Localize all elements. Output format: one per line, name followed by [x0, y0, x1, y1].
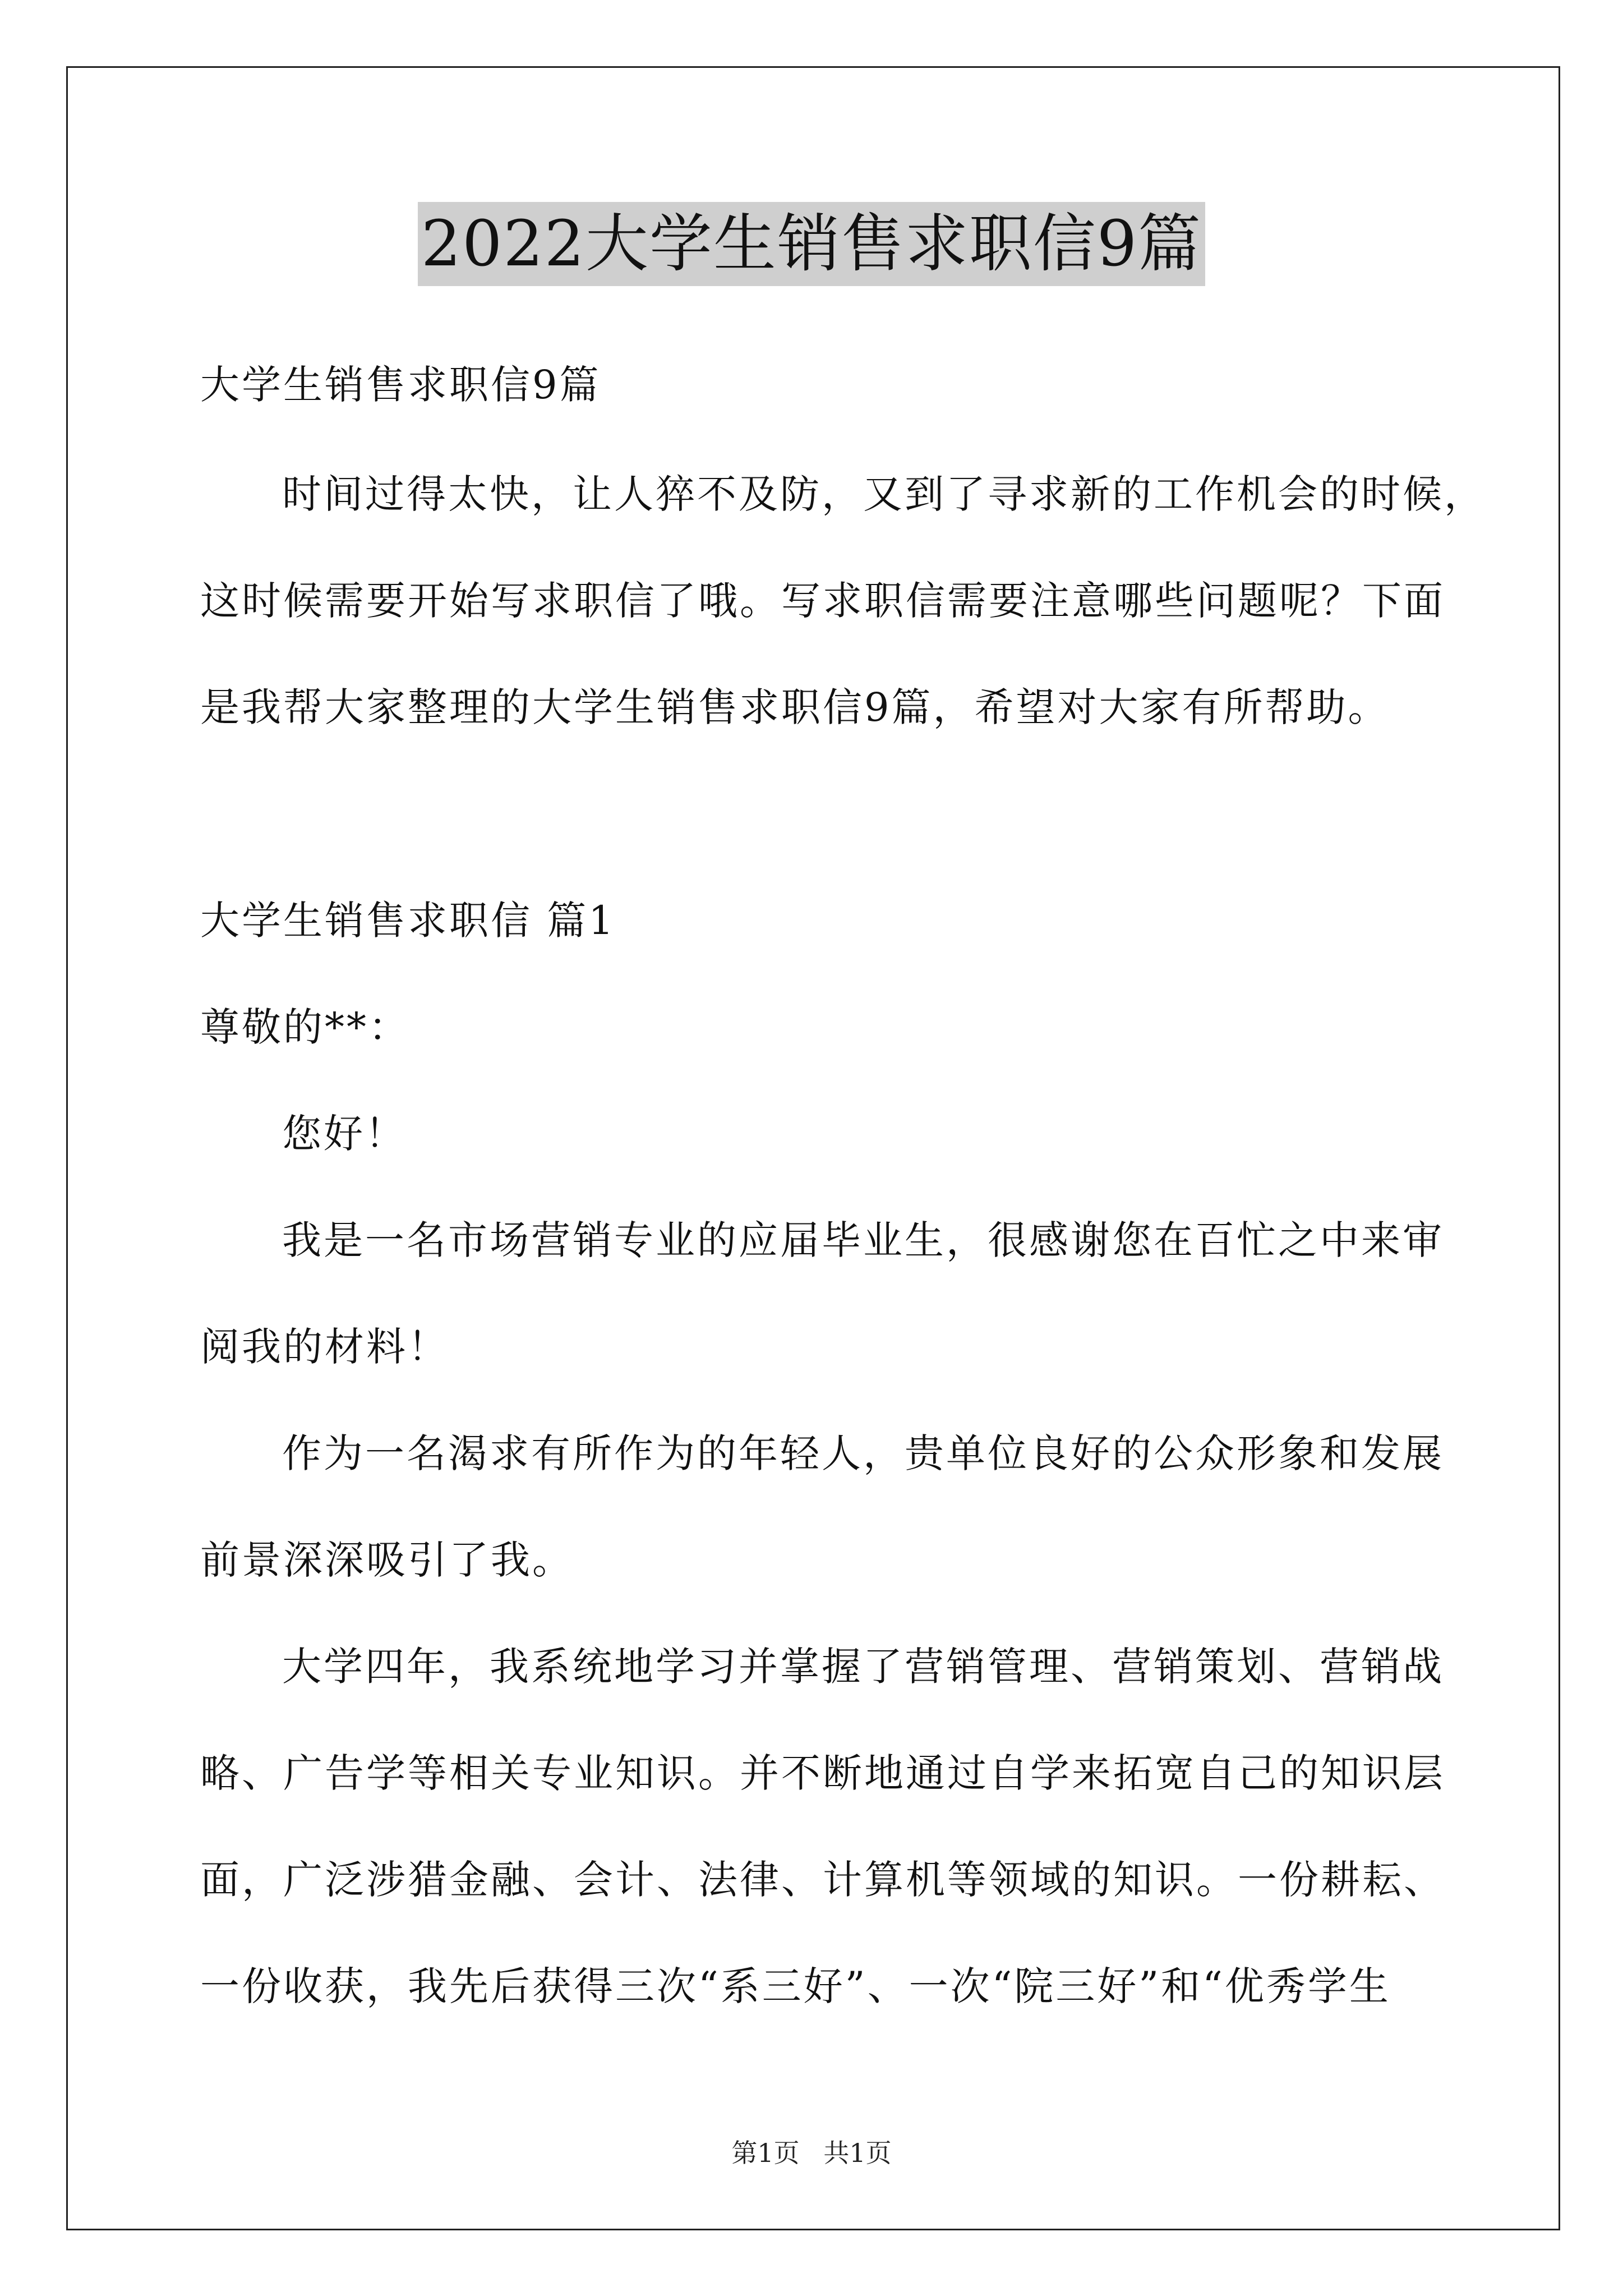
paragraph3-line4: 一份收获，我先后获得三次“系三好”、一次“院三好”和“优秀学生 [200, 1963, 1391, 2009]
salutation: 尊敬的**： [200, 1004, 410, 1050]
paragraph1-line2: 阅我的材料！ [200, 1324, 449, 1370]
paragraph1-line1: 我是一名市场营销专业的应届毕业生，很感谢您在百忙之中来审 [282, 1217, 1444, 1263]
section-heading: 大学生销售求职信 篇1 [200, 898, 616, 944]
intro-line-3: 是我帮大家整理的大学生销售求职信9篇，希望对大家有所帮助。 [200, 684, 1390, 730]
paragraph3-line1: 大学四年，我系统地学习并掌握了营销管理、营销策划、营销战 [282, 1644, 1444, 1690]
page-number-current: 第1页 [731, 2138, 800, 2168]
paragraph2-line1: 作为一名渴求有所作为的年轻人，贵单位良好的公众形象和发展 [282, 1430, 1444, 1476]
page-number-total: 共1页 [823, 2138, 892, 2168]
intro-line-1: 时间过得太快，让人猝不及防，又到了寻求新的工作机会的时候， [282, 471, 1486, 517]
title-container [0, 202, 1623, 286]
paragraph3-line2: 略、广告学等相关专业知识。并不断地通过自学来拓宽自己的知识层 [200, 1750, 1445, 1796]
paragraph3-line3: 面，广泛涉猎金融、会计、法律、计算机等领域的知识。一份耕耘、 [200, 1857, 1445, 1903]
page-footer [0, 2133, 1623, 2170]
document-title: 2022大学生销售求职信9篇 [418, 202, 1205, 286]
intro-line-2: 这时候需要开始写求职信了哦。写求职信需要注意哪些问题呢？下面 [200, 578, 1445, 624]
document-subtitle: 大学生销售求职信9篇 [200, 362, 601, 408]
paragraph2-line2: 前景深深吸引了我。 [200, 1537, 574, 1583]
greeting: 您好！ [282, 1111, 407, 1157]
